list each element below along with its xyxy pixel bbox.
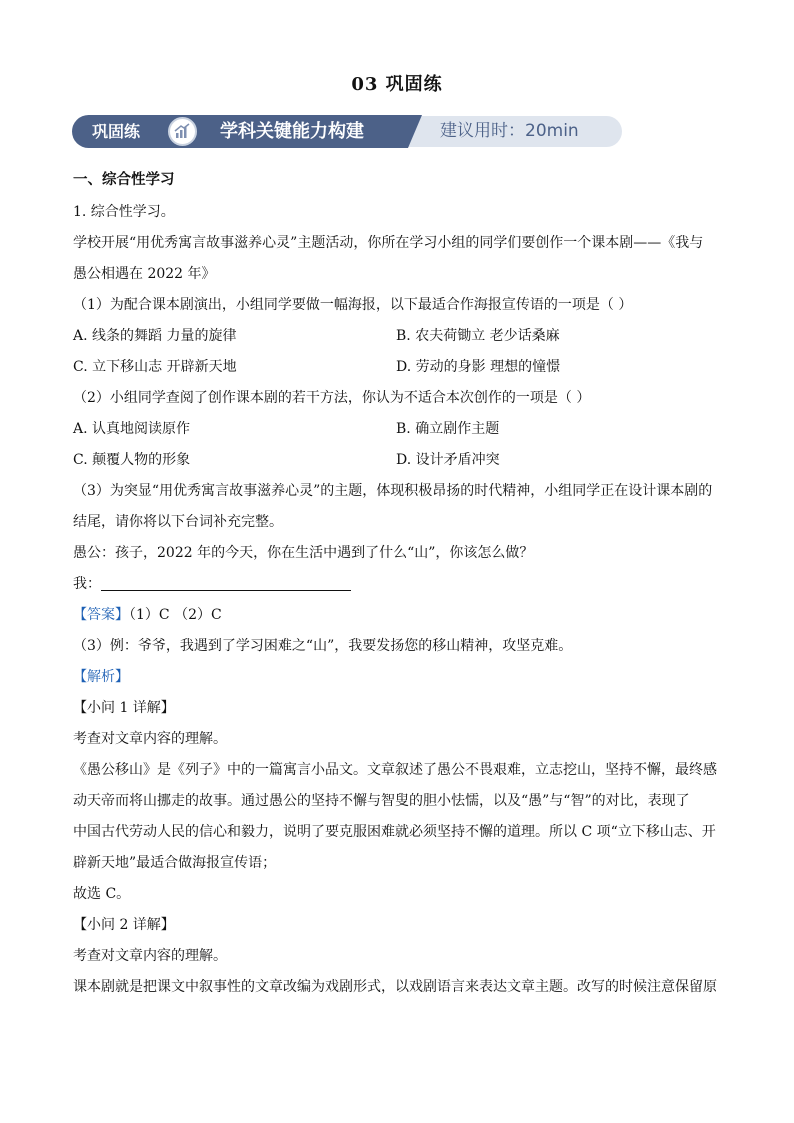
- analysis-text: 《愚公移山》是《列子》中的一篇寓言小品文。文章叙述了愚公不畏艰难，立志挖山，坚持不懈，最终感: [73, 762, 717, 778]
- sub-question-3-cont: 结尾，请你将以下台词补充完整。: [73, 514, 283, 530]
- banner-time: 建议用时：20min: [440, 121, 579, 141]
- sub-analysis-heading: 【小问 2 详解】: [73, 917, 175, 933]
- fill-blank: [101, 576, 351, 591]
- analysis-tag: 【解析】: [73, 669, 129, 685]
- option-b: B. 农夫荷锄立 老少话桑麻: [396, 328, 560, 344]
- analysis-text: 考查对文章内容的理解。: [73, 948, 227, 964]
- section-heading: 一、综合性学习: [73, 172, 175, 188]
- question-intro: 学校开展“用优秀寓言故事滋养心灵”主题活动，你所在学习小组的同学们要创作一个课本剧——《我与: [73, 235, 704, 251]
- sub-question-3: （3）为突显“用优秀寓言故事滋养心灵”的主题，体现积极昂扬的时代精神，小组同学正在设计课本剧的: [73, 483, 713, 499]
- option-b: B. 确立剧作主题: [396, 421, 500, 437]
- option-d: D. 设计矛盾冲突: [396, 452, 500, 468]
- section-banner: [72, 115, 622, 148]
- analysis-text: 考查对文章内容的理解。: [73, 731, 227, 747]
- answer-line-2: （3）例：爷爷，我遇到了学习困难之“山”，我要发扬您的移山精神，攻坚克难。: [73, 638, 573, 654]
- option-c: C. 立下移山志 开辟新天地: [73, 359, 237, 375]
- sub-analysis-heading: 【小问 1 详解】: [73, 700, 175, 716]
- dialog-speaker: 我：: [73, 576, 101, 592]
- analysis-text: 故选 C。: [73, 886, 131, 902]
- page-title: 03 巩固练: [351, 74, 443, 95]
- answer-line: [73, 605, 222, 625]
- sub-question-1: （1）为配合课本剧演出，小组同学要做一幅海报，以下最适合作海报宣传语的一项是（ ）: [73, 297, 633, 313]
- dialog-line: 愚公：孩子，2022 年的今天，你在生活中遇到了什么“山”，你该怎么做？: [73, 545, 534, 561]
- answer-tag: 【答案】: [73, 607, 129, 623]
- question-head: 1. 综合性学习。: [73, 204, 175, 220]
- analysis-text: 辟新天地”最适合做海报宣传语；: [73, 855, 277, 871]
- option-a: A. 线条的舞蹈 力量的旋律: [73, 328, 237, 344]
- chart-growth-icon: [168, 117, 197, 146]
- option-c: C. 颠覆人物的形象: [73, 452, 191, 468]
- analysis-text: 课本剧就是把课文中叙事性的文章改编为戏剧形式，以戏剧语言来表达文章主题。改写的时候注意保留原: [73, 979, 717, 995]
- question-intro-cont: 愚公相遇在 2022 年》: [73, 266, 216, 282]
- answer-text: （1）C （2）C: [129, 607, 222, 623]
- analysis-text: 动天帝而将山挪走的故事。通过愚公的坚持不懈与智叟的胆小怯懦，以及“愚”与“智”的对比，表现了: [73, 793, 690, 809]
- sub-question-2: （2）小组同学查阅了创作课本剧的若干方法，你认为不适合本次创作的一项是（ ）: [73, 390, 591, 406]
- option-a: A. 认真地阅读原作: [73, 421, 191, 437]
- option-d: D. 劳动的身影 理想的憧憬: [396, 359, 561, 375]
- analysis-text: 中国古代劳动人民的信心和毅力，说明了要克服困难就必须坚持不懈的道理。所以 C 项“立下移山志、开: [73, 824, 716, 840]
- banner-subtitle: 学科关键能力构建: [220, 121, 364, 142]
- answer-blank-line: [73, 574, 351, 594]
- banner-label: 巩固练: [92, 122, 141, 141]
